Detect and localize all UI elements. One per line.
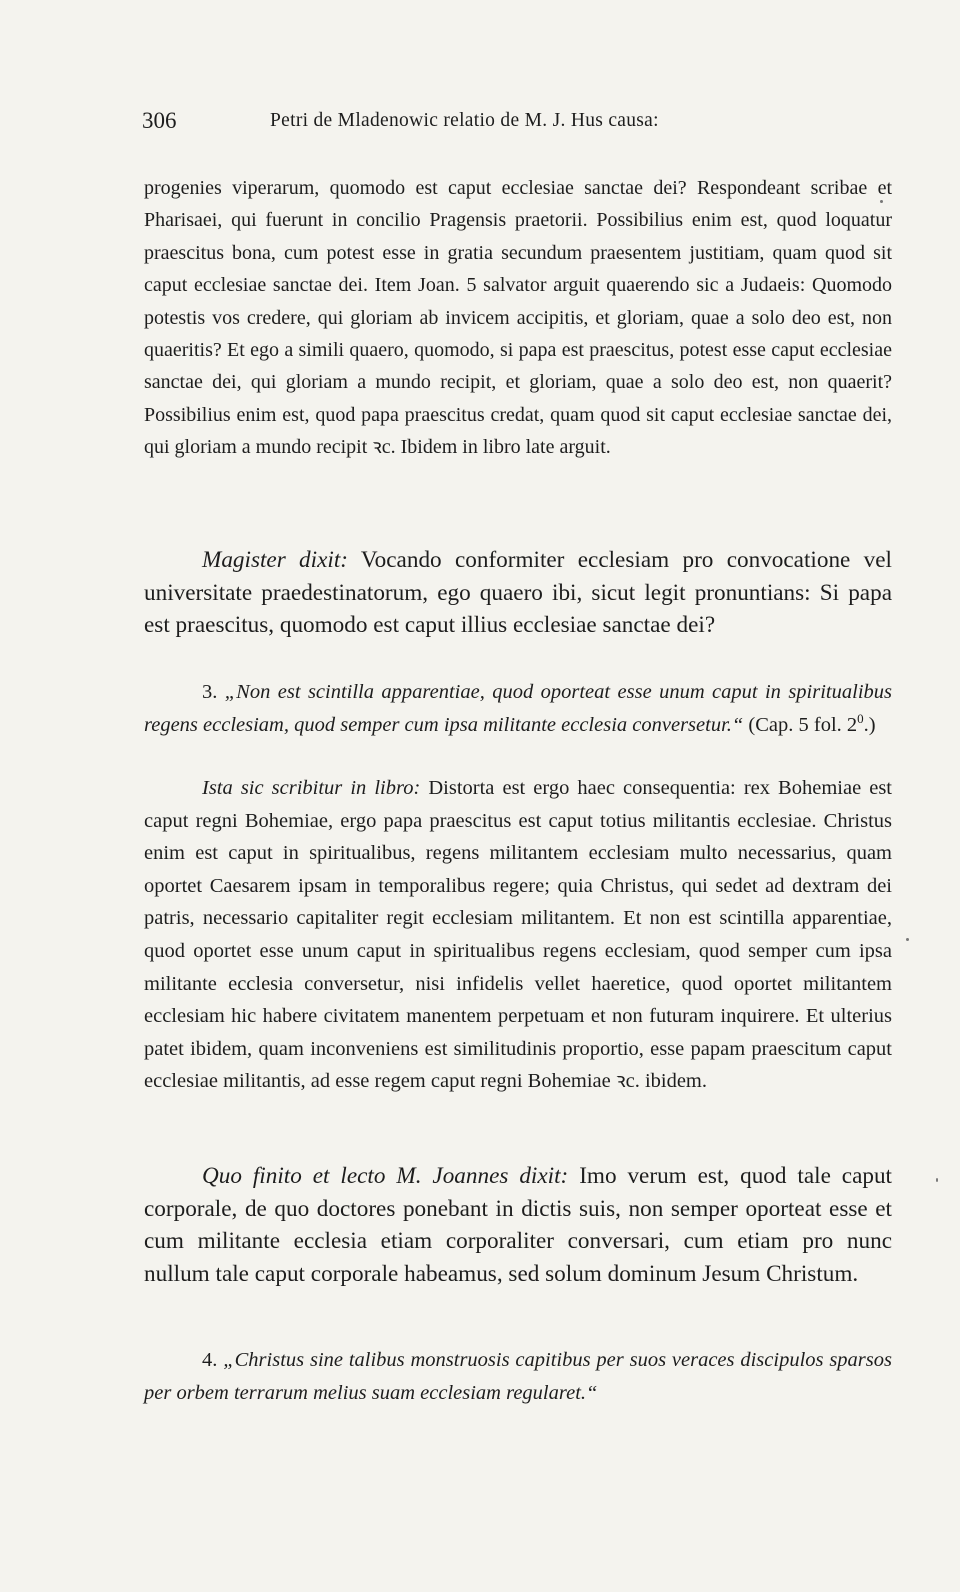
paper-speck bbox=[936, 1178, 938, 1182]
article-3-reference-sup: 0 bbox=[857, 711, 864, 727]
article-3-quote: „Non est scintilla apparentiae, quod oporteat esse unum caput in spiritualibus regens ecclesiam, quod semper cum ipsa militante ecclesia conversetur.“ bbox=[144, 681, 892, 736]
quo-text-block bbox=[144, 1160, 892, 1290]
page-number: 306 bbox=[142, 108, 177, 133]
magister-lead: Magister dixit: bbox=[202, 547, 348, 573]
quo-text: Imo verum est, quod tale caput corporale, de quo doctores ponebant in dictis suis, non semper oporteat esse et cum militante ecclesia etiam corporaliter conversari, cum etiam pro nunc nullum tale caput corporale habeamus, sed solum dominum Jesum Christum. bbox=[144, 1163, 893, 1287]
continuation-paragraph bbox=[144, 172, 892, 464]
article-3 bbox=[144, 676, 892, 742]
continuation-text: progenies viperarum, quomodo est caput ecclesiae sanctae dei? Respondeant scribae et Pharisaei, qui fuerunt in concilio Pragensis praetorii. Possibilius enim est, quod loquatur praescitus bona, cum potest esse in gratia secundum praesentem justitiam, quam quod sit caput ecclesiae sanctae dei. Item Joan. 5 salvator arguit quaerendo sic a Judaeis: Quomodo potestis vos credere, qui gloriam ab invicem accipitis, et gloriam, quae a solo deo est, non quaeritis? Et ego a simili quaero, quomodo, si papa est praescitus, potest esse caput ecclesiae sanctae dei, qui gloriam a mundo recipit, et gloriam, quae a solo deo est, non quaerit? Possibilius enim est, quod papa praescitus credat, quam quod sit caput ecclesiae sanctae dei, qui gloriam a mundo recipit ꝛc. Ibidem in libro late arguit. bbox=[144, 177, 892, 459]
article-3-text-block bbox=[144, 676, 892, 742]
ista-text: Distorta est ergo haec consequentia: rex Bohemiae est caput regni Bohemiae, ergo papa praescitus est caput totius militantis ecclesiae. Christus enim est caput in spiritualibus, regens militantem ecclesiam multo necessarius, quam oportet Caesarem ipsam in temporalibus regere; quia Christus, qui sedet ad dextram dei patris, necessario capitaliter regit ecclesiam militantem. Et non est scintilla apparentiae, quod oportet esse unum caput in spiritualibus regens ecclesiam, quod semper cum ipsa militante ecclesia conversetur, nisi infidelis vellet haeretice, quod oportet militantem ecclesiam hic habere civitatem manentem perpetuam et non futuram inquirere. Et ulterius patet ibidem, quam inconveniens est similitudinis proportio, esse papam praescitum caput ecclesiae militantis, ad esse regem caput regni Bohemiae ꝛc. ibidem. bbox=[144, 777, 893, 1093]
ista-lead: Ista sic scribitur in libro: bbox=[202, 777, 421, 799]
article-4-number: 4. bbox=[202, 1349, 218, 1371]
running-head: Petri de Mladenowic relatio de M. J. Hus causa: bbox=[270, 110, 659, 131]
article-3-reference-end: .) bbox=[863, 714, 876, 736]
article-3-reference: (Cap. 5 fol. 2 bbox=[743, 714, 858, 736]
ista-paragraph bbox=[144, 772, 892, 1098]
article-4-text-block bbox=[144, 1344, 892, 1410]
paper-speck bbox=[906, 938, 909, 941]
ista-text-block bbox=[144, 772, 892, 1098]
magister-paragraph bbox=[144, 544, 892, 642]
article-4 bbox=[144, 1344, 892, 1410]
article-4-quote: „Christus sine talibus monstruosis capitibus per suos veraces discipulos sparsos per orbem terrarum melius suam ecclesiam regularet.“ bbox=[144, 1349, 892, 1404]
article-3-number: 3. bbox=[202, 681, 218, 703]
page-header bbox=[142, 108, 902, 148]
quo-finito-paragraph bbox=[144, 1160, 892, 1290]
paper-speck bbox=[880, 200, 883, 203]
magister-text-block bbox=[144, 544, 892, 642]
magister-text: Vocando conformiter ecclesiam pro convocatione vel universitate praedestinatorum, ego quaero ibi, sicut legit pronuntians: Si papa est praescitus, quomodo est caput illius ecclesiae sanctae dei? bbox=[144, 547, 892, 638]
quo-lead: Quo finito et lecto M. Joannes dixit: bbox=[202, 1163, 569, 1189]
